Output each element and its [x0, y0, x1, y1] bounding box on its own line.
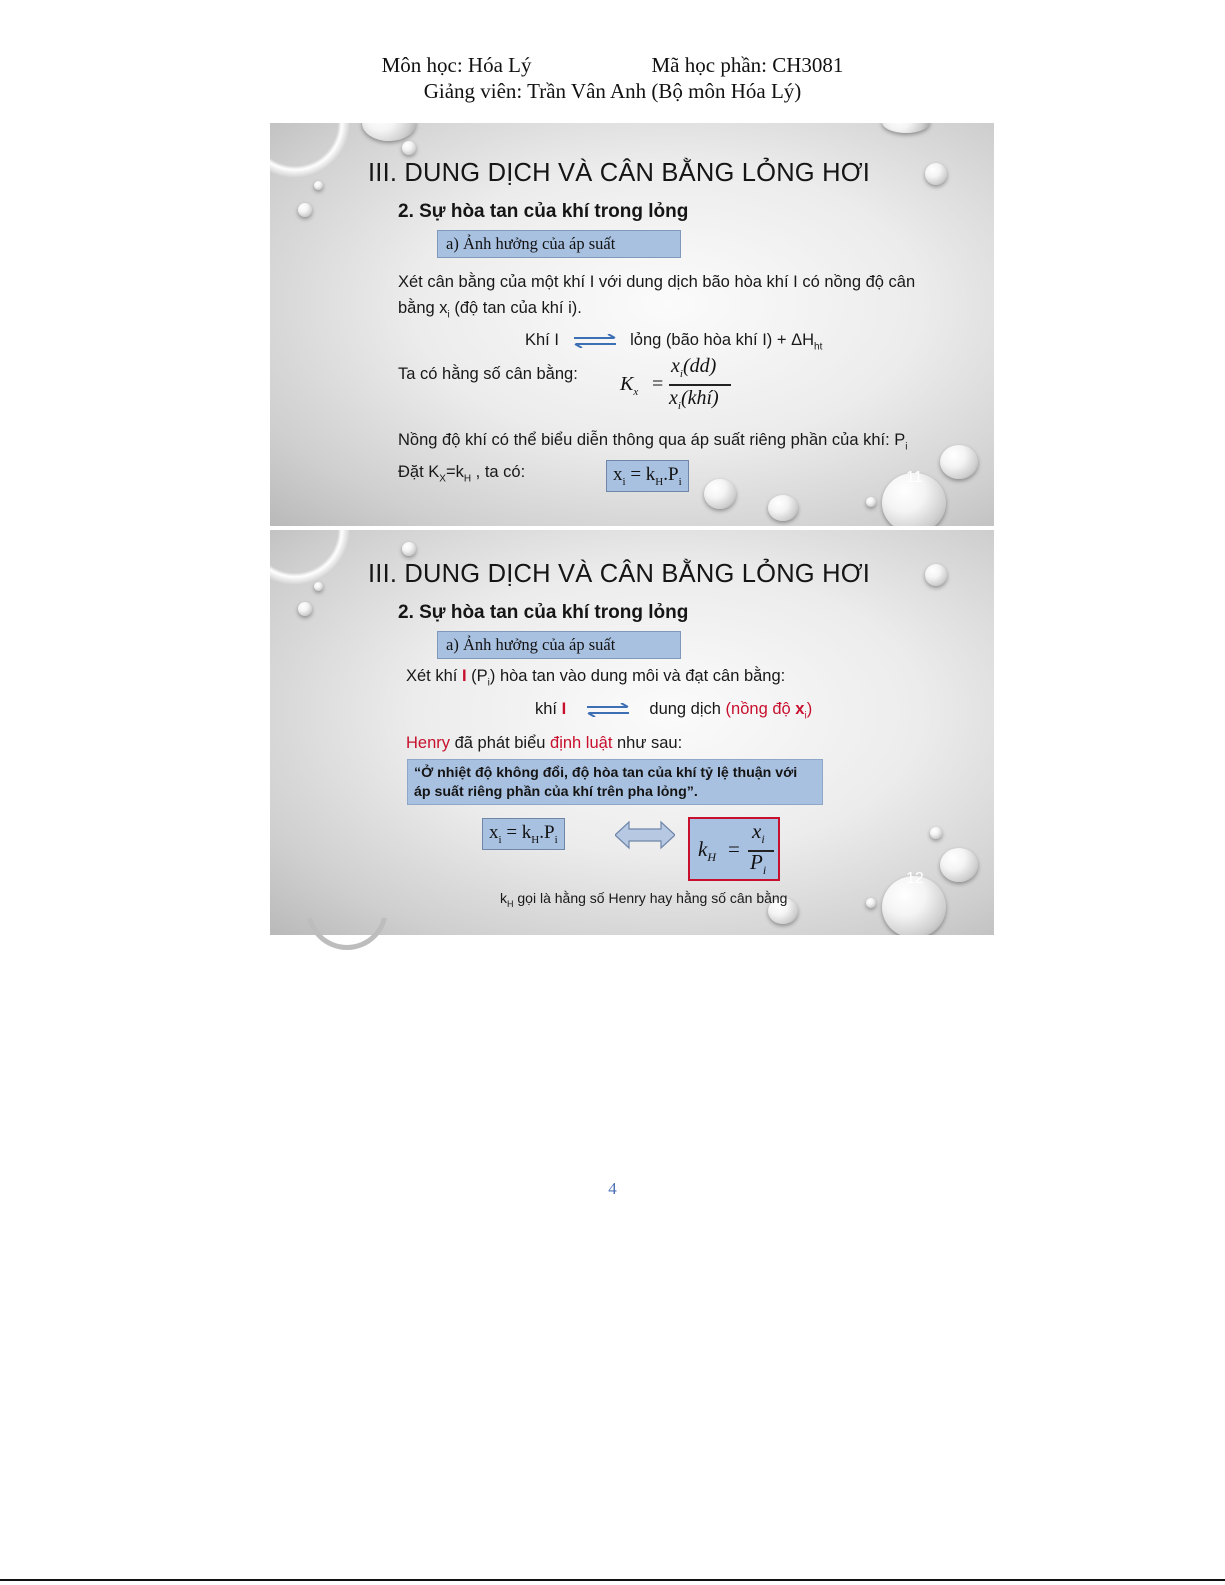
equilibrium-equation: Khí I lỏng (bão hòa khí $I) + \Delta H_{ht}$ [525, 331, 823, 353]
water-drop-decoration [866, 497, 876, 507]
henry-formula-box: $x_i = k_H.P_i$ [482, 818, 565, 850]
course-code: Mã học phần: CH3081 [651, 53, 844, 77]
water-drop-decoration [940, 848, 978, 882]
slide-subtitle: 2. Sự hòa tan của khí trong lỏng [398, 201, 689, 222]
henry-law-quote: “Ở nhiệt độ không đổi, độ hòa tan của khí tỷ lệ thuận với áp suất riêng phần của khí trên pha lỏng”. [407, 759, 823, 805]
footer-rule [0, 1579, 1225, 1581]
water-drop-decoration [402, 542, 416, 556]
water-drop-decoration [314, 582, 323, 591]
paragraph-line: Xét cân bằng của một khí I với dung dịch bão hòa khí I có nồng độ cân [398, 273, 916, 291]
water-drop-decoration [362, 123, 416, 141]
pressure-line: Nồng độ khí có thể biểu diễn thông qua áp suất riêng phần của khí: $P_i$ [398, 431, 908, 453]
water-drop-decoration [704, 479, 736, 509]
slide-title: III. DUNG DỊCH VÀ CÂN BẰNG LỎNG HƠI [368, 159, 871, 187]
water-drop-decoration [940, 445, 978, 479]
lecturer: Giảng viên: Trần Vân Anh (Bộ môn Hóa Lý) [423, 79, 802, 103]
water-drop-decoration [270, 123, 350, 178]
paragraph-line: Xét khí I $(P_i)$ hòa tan vào dung môi và đạt cân bằng: [406, 667, 786, 689]
slide-12 [270, 530, 994, 935]
water-drop-decoration [298, 203, 312, 217]
kh-formula-box: $k_H$ = $x_i$ $P_i$ [688, 817, 780, 881]
henry-statement: Henry đã phát biểu định luật như sau: [406, 734, 683, 752]
slide-11: III. DUNG DỊCH VÀ CÂN BẰNG LỎNG HƠI 2. Sự hòa tan của khí trong lỏng a) Ảnh hưởng của áp suất Xét cân bằng của một khí I với dung dịch bão hòa khí I có nồng độ cân bằng $x_i$ (độ tan của khí i). Khí I lỏng (bão hòa khí $I) + \Delta H_{ht}$ Ta có hằng số cân bằng: $K_x$ = $x_i(dd)$ $x_i(khí)$ Nồng độ khí có thể biểu diễn thông qua áp suất riêng phần của khí: $P_i$ Đặt $K_X=k_H$ , ta có: $x_i = k_H.P_i$ 11 [270, 123, 994, 526]
water-drop-decoration [768, 495, 798, 521]
slide-subtitle: 2. Sự hòa tan của khí trong lỏng [398, 602, 689, 623]
water-drop-decoration [298, 602, 312, 616]
water-drop-decoration [402, 141, 416, 155]
equilibrium-arrows-icon [585, 703, 631, 717]
slide-number: 12 [906, 870, 924, 887]
section-label-box: a) Ảnh hưởng của áp suất [437, 230, 681, 258]
page-number: 4 [608, 1179, 617, 1198]
henry-constant-note: $k_H$ gọi là hằng số Henry hay hằng số cân bằng [500, 890, 788, 909]
set-line: Đặt $K_X=k_H$ , ta có: [398, 463, 526, 485]
water-drop-decoration [925, 564, 947, 586]
water-drop-decoration [925, 163, 947, 185]
water-drop-decoration [882, 123, 930, 133]
water-drop-decoration [306, 918, 388, 952]
slide-number: 11 [906, 469, 923, 486]
section-label-box: a) Ảnh hưởng của áp suất [437, 631, 681, 659]
document-header [0, 52, 1225, 104]
water-drop-decoration [270, 530, 350, 585]
water-drop-decoration [314, 181, 323, 190]
double-arrow-icon [615, 820, 675, 850]
water-drop-decoration [866, 898, 876, 908]
equilibrium-arrows-icon [572, 334, 618, 348]
equilibrium-equation: khí I dung dịch (nồng độ $x_i$) [535, 700, 813, 722]
water-drop-decoration [930, 827, 942, 839]
paragraph-line: bằng $x_i$ (độ tan của khí i). [398, 299, 582, 321]
course-name: Môn học: Hóa Lý [381, 53, 532, 77]
slide-title: III. DUNG DỊCH VÀ CÂN BẰNG LỎNG HƠI [368, 560, 871, 588]
henry-formula-box: $x_i = k_H.P_i$ [606, 460, 689, 492]
constant-label: Ta có hằng số cân bằng: [398, 365, 578, 383]
